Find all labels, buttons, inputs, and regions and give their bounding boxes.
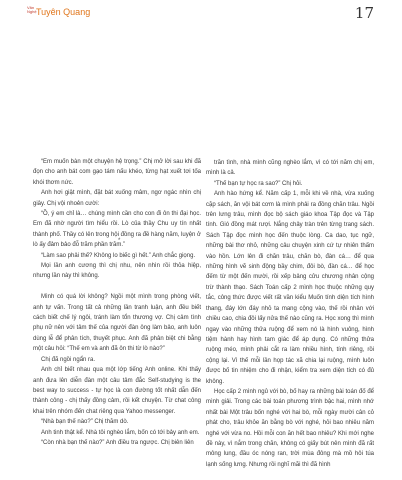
paragraph: Anh chỉ biết nhau qua một lớp tiếng Anh online. Khi thấy anh đưa lên diễn đàn một câu tâm đắc Self-studying is the best way to success - tự học là con đường tốt nhất dẫn đến thành công - chị thấy đồng cảm, rồi kết chuyện. Từ chat công khai trên nhóm đến chat riêng qua Yahoo messenger. [33, 367, 201, 415]
paragraph: Học cấp 2 mình ngủ với bò, bố hay ra những bài toán đố để mình giải. Trong các bài toán phương trình bậc hai, mình nhớ nhất bài Một trâu bốn nghé với hai bò, mỗi ngày mười cân cỏ phát cho, trâu khỏe ăn bằng bò với nghé, hỏi bao nhiêu năm nghé với vừa no. Hồi mỗi con ăn hết bao nhiêu? Khi mới nghe đề này, vì nắm trong chăn, không có giấy bút nên mình đã rất mông lung, đầu óc nóng ran, trời mùa đông mà mồ hôi túa lạnh sống lưng. Nhưng rồi nghĩ mãi thì đã hình [206, 388, 374, 468]
right-column [206, 158, 374, 470]
paragraph: Anh hơi giật mình, đặt bát xuống mâm, ngơ ngác nhìn chị giây. Chị vội nhoẻn cười: [33, 190, 201, 207]
paragraph: “Còn nhà bạn thế nào?” Anh điều tra ngược. Chị biên liên [41, 439, 194, 446]
paragraph: Mình có quá lời không? Ngồi một mình trong phòng viết, anh tự vấn. Trong tất cả những lần tranh luận, anh đều biết cách biết chế lý ngôi, tránh làm tổn thương vợ. Chị cảm tình phụ nữ nên với tâm thế của người đàn ông làm bảo, anh luôn dùng lễ để phân tích, thuyết phục. Anh đã phân biệt chi bằng một câu hỏi: “Thế em và anh đã ôn thi từ lò nào?” [33, 294, 201, 353]
paragraph: “Thế bạn tự học ra sao?” Chị hỏi. [214, 180, 303, 187]
paragraph: Chị đã ngồi ngẩn ra. [41, 356, 96, 363]
page-number: 17 [354, 4, 374, 22]
paragraph: “Em muốn bàn một chuyện hệ trọng.” Chị mở lời sau khi đã đọn cho anh bát com gạo tám nấu khéo, từng hạt xuết tơi tốa khói thơm nức. [33, 159, 201, 186]
paragraph: “Nhà bạn thế nào?” Chị thăm dò. [41, 419, 129, 426]
left-column [33, 157, 201, 448]
section-separator: * [118, 238, 121, 244]
paragraph: Mọi lần anh cương thì chị nhu, nên nhìn rồi thỏa hiệp, nhưng lần này thì không. [33, 263, 201, 280]
masthead-small-text: Văn Nghệ [27, 5, 37, 14]
paragraph: “Làm sao phải thế? Không lo biếc gì hết.” Anh chắc giọng. [41, 252, 196, 259]
paragraph: Anh hào hứng kể. Năm cấp 1, mỗi khi về nhà, vừa xuống cặp sách, ăn vội bát cơm là mình phải ra đồng chăn trâu. Ngồi trên lưng trâu, mình đọc bộ sách giáo khoa Tập đọc và Tập tính. Gió đồng mát rượi. Nắng chảy tràn trên từng trang sách. Sách Tập đọc mình học đến thuộc lòng. Ca dao, tục ngữ, những bài thơ nhỏ, những câu chuyện xinh cứ tự nhiên thấm vào hồn. Lớn lên đi chăn trâu, chăn bò, đàn cá… để qua những hình vẽ sinh động bầy chim, đôi bò, đàn cá… để học đếm từ một đến mười, rồi xếp bảng cửu chương nhân cộng trừ thành thạo. Sách Toán cấp 2 mình học thuộc những quy tắc, công thức được viết rất vần kiểu Muốn tính diện tích hình thang, đáy lớn đáy nhỏ ta mang cộng vào, thế rồi nhân với chiều cao, chia đôi lấy nửa thế nào cũng ra. Học xong thì mình ngay vào những thửa ruộng để xem nó là hình vuông, hình tiệm hành hay hình tam giác để áp dụng. Có những thửa ruộng méo, mình phải cắt ra làm nhiều hình, tính riêng, rồi cộng lại. Vì thế mỗi lần họp tác xã chia lại ruộng, mình luôn được bố tin nhiệm cho đi nhận, kiểm tra xem diện tích có đủ không. [206, 191, 374, 385]
paragraph: trăn tình, nhà mình cũng nghèo lắm, vì có tới năm chị em, mình là cả. [206, 160, 374, 177]
paragraph: “Ồ, ý em chỉ là… chúng mình cần cho con đi ôn thi đại học. Em đã nhờ người tìm hiểu rồi. Lò của thầy Chu uy tín nhất thành phố. Thầy có lên trong hội đồng ra đề hàng năm, luyện ở lò ấy đảm bảo đỗ trăm phần trăm.” [33, 211, 201, 249]
masthead-title: Tuyên Quang [36, 7, 91, 17]
paragraph: Anh tinh thật kể. Nhà tôi nghèo lắm, bốn có tới bảy anh em. [41, 429, 200, 436]
